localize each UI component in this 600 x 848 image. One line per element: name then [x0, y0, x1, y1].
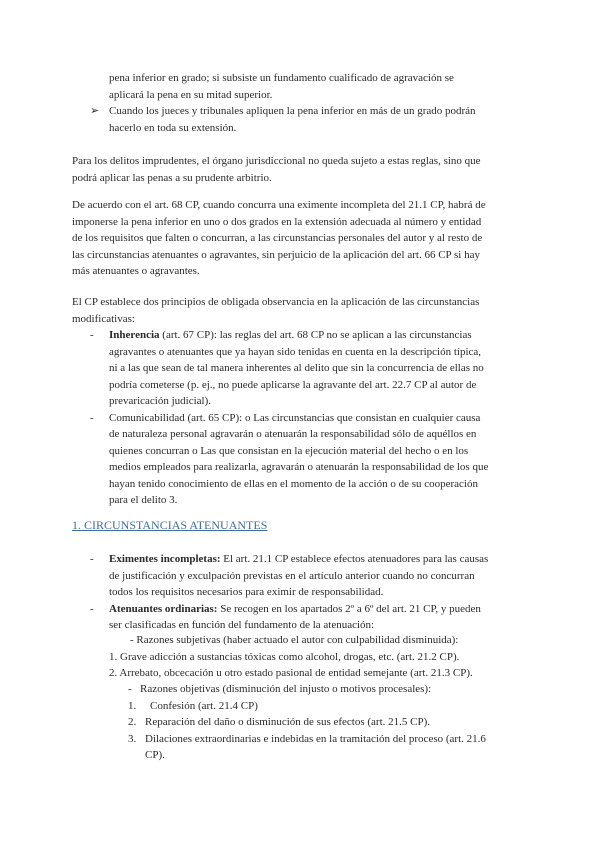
list-item [128, 731, 528, 764]
objetivas-heading: Razones objetivas (disminución del injusto o motivos procesales): [140, 683, 432, 695]
text-line: aplicará la pena en su mitad superior. [109, 88, 273, 101]
dash-marker: - [90, 553, 94, 565]
text-line: para el delito 3. [109, 494, 178, 506]
razones-objetivas [128, 681, 528, 764]
text-line: podrá aplicar las penas a su prudente arbitrio. [72, 171, 272, 184]
text-fragment: El art. 21.1 CP establece efectos atenuadores para las causas [220, 553, 489, 565]
atenuantes-list [90, 551, 530, 634]
principios-list [90, 327, 530, 509]
text-line: Para los delitos imprudentes, el órgano jurisdiccional no queda sujeto a estas reglas, sino que [72, 155, 481, 167]
text-line: ni a las que sean de tal manera inherentes al delito que sin la concurrencia de ellas no [109, 362, 484, 374]
dash-marker: - [90, 411, 94, 424]
list-item: 2. Arrebato, obcecación u otro estado pasional de entidad semejante (art. 21.3 CP). [109, 667, 473, 679]
text-line: de naturaleza personal agravarán o atenuarán la responsabilidad sólo de aquéllos en [109, 428, 477, 440]
item-number: 1. [128, 699, 137, 712]
text-line: modificativas: [72, 312, 135, 325]
text-line: De acuerdo con el art. 68 CP, cuando concurra una eximente incompleta del 21.1 CP, habrá de [72, 199, 486, 211]
item-text: Dilaciones extraordinarias e indebidas en la tramitación del proceso (art. 21.6 [145, 732, 486, 745]
text-line: Cuando los jueces y tribunales apliquen la pena inferior en más de un grado podrán [109, 105, 476, 117]
term-ordinarias: Atenuantes ordinarias: [109, 602, 218, 615]
paragraph-imprudentes [72, 153, 528, 186]
text-line: de los requisitos que falten o concurran, a las circunstancias personales del autor y al resto de [72, 232, 483, 244]
text-line: pena inferior en grado; si subsiste un fundamento cualificado de agravación se [109, 72, 454, 84]
text-line: agravantes o atenuantes que ya hayan sido tenidas en cuenta en la descripción típica, [109, 345, 482, 358]
paragraph-principios [72, 294, 528, 327]
text-line: hayan tenido conocimiento de ellas en el momento de la acción o de su cooperación [109, 477, 478, 490]
text-fragment: (art. 67 CP): las reglas del art. 68 CP no se aplican a las circunstancias [159, 329, 472, 341]
text-line: de justificación y exculpación previstas en el artículo anterior cuando no concurran [109, 569, 475, 582]
text-line: quienes concurran o Las que consistan en la ejecución material del hecho o en los [109, 444, 469, 457]
dash-marker: - [128, 683, 132, 695]
text-line: todos los requisitos necesarios para eximir de responsabilidad. [109, 586, 384, 598]
text-line: las circunstancias atenuantes o agravantes, sin perjuicio de la aplicación del art. 66 CP si hay [72, 248, 480, 261]
term-eximentes: Eximentes incompletas: [109, 553, 221, 565]
continuation-text [109, 70, 529, 103]
list-item-comunicabilidad [90, 410, 530, 509]
text-line: podría cometerse (p. ej., no puede aplicarse la agravante del art. 22.7 CP al autor de [109, 378, 477, 391]
list-item: 1. Grave adicción a sustancias tóxicas como alcohol, drogas, etc. (art. 21.2 CP). [109, 650, 460, 663]
arrow-bullet-icon: ➢ [90, 105, 100, 117]
section-heading: 1. CIRCUNSTANCIAS ATENUANTES [72, 518, 268, 532]
item-text: Reparación del daño o disminución de sus efectos (art. 21.5 CP). [145, 716, 431, 728]
list-item-eximentes [90, 551, 530, 601]
list-item [128, 698, 528, 715]
text-line: más atenuantes o agravantes. [72, 265, 200, 277]
dash-marker: - [90, 602, 94, 615]
paragraph-art68 [72, 197, 528, 280]
text-line: Comunicabilidad (art. 65 CP): o Las circunstancias que consistan en cualquier causa [109, 411, 481, 424]
item-number: 3. [128, 732, 137, 745]
text-line: ser clasificadas en función del fundamento de la atenuación: [109, 619, 375, 631]
arrow-bullet-item [90, 103, 530, 136]
text-line: hacerlo en toda su extensión. [109, 121, 237, 134]
razones-subjetivas [109, 632, 529, 682]
item-text: Confesión (art. 21.4 CP) [150, 699, 258, 712]
text-line: El CP establece dos principios de obligada observancia en la aplicación de las circunstancias [72, 296, 480, 308]
subjetivas-heading: - Razones subjetivas (haber actuado el autor con culpabilidad disminuida): [130, 634, 459, 646]
item-text-continuation: CP). [145, 749, 165, 761]
text-line: prevaricación judicial). [109, 395, 212, 407]
item-number: 2. [128, 716, 137, 728]
term-inherencia: Inherencia [109, 329, 160, 341]
list-item-inherencia [90, 327, 530, 410]
text-line: imponerse la pena inferior en uno o dos grados en la extensión adecuada al número y entidad [72, 215, 482, 228]
dash-marker: - [90, 329, 94, 341]
list-item-ordinarias [90, 601, 530, 634]
list-item [128, 714, 528, 731]
text-line: medios empleados para realizarla, agravarán o atenuarán la responsabilidad de los que [109, 461, 489, 473]
text-fragment: Se recogen en los apartados 2º a 6º del art. 21 CP, y pueden [217, 602, 481, 615]
